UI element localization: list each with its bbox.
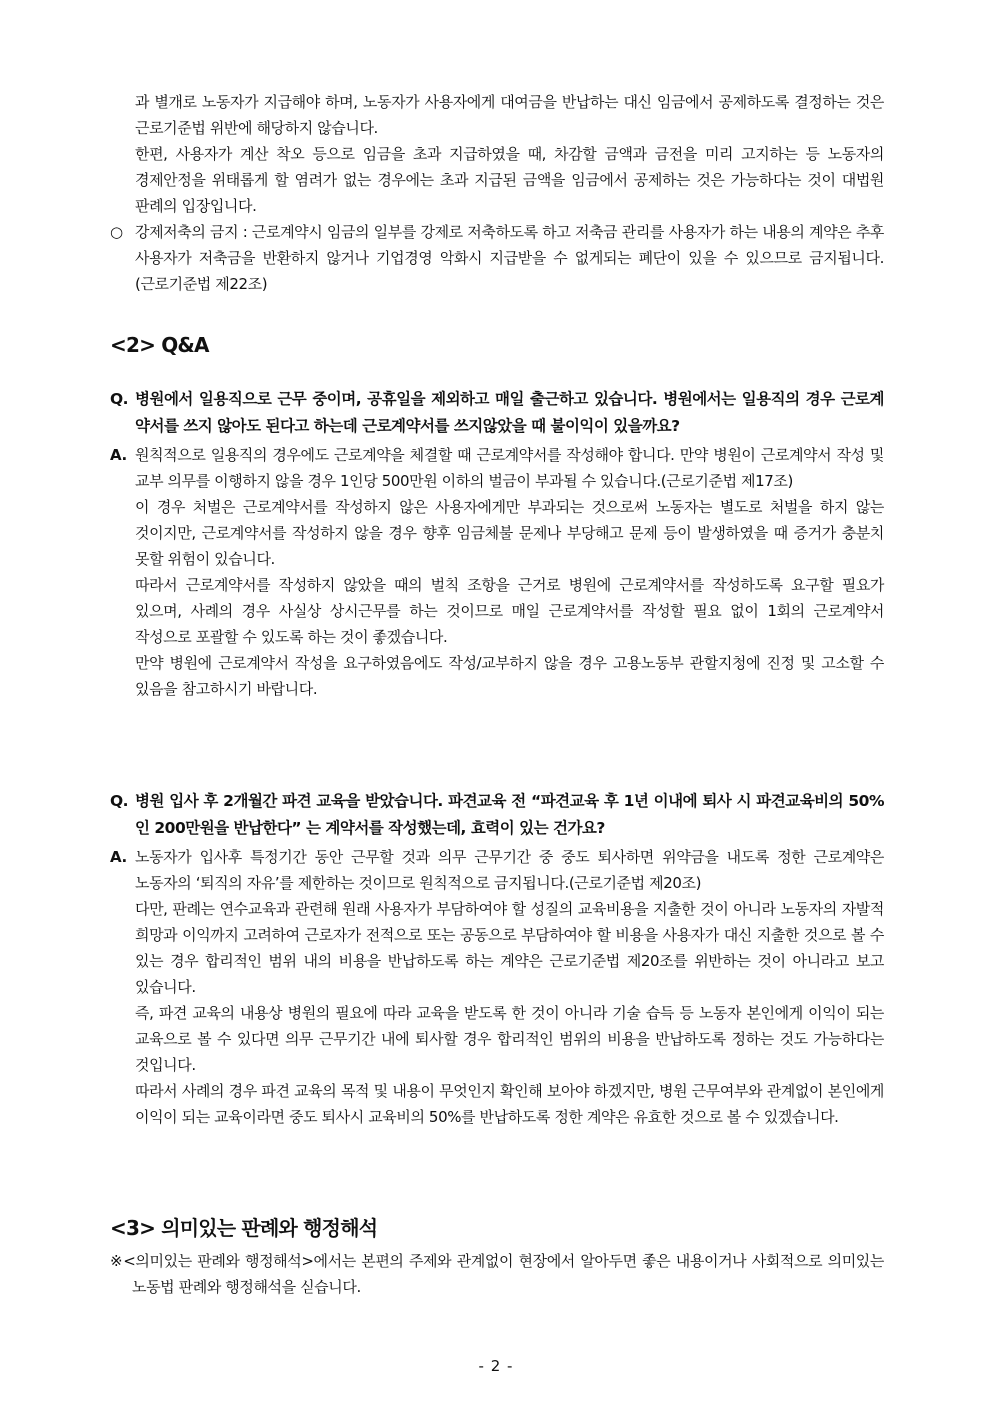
intro-block	[110, 89, 884, 297]
answer-paragraph	[110, 844, 884, 896]
cases-note: ※<의미있는 판례와 행정해석>에서는 본편의 주제와 관계없이 현장에서 알아두면 좋은 내용이거나 사회적으로 의미있는 노동법 판례와 행정해석을 싣습니다.	[110, 1252, 884, 1296]
bullet-text: 강제저축의 금지 : 근로계약시 임금의 일부를 강제로 저축하도록 하고 저축금 관리를 사용자가 하는 내용의 계약은 추후 사용자가 저축금을 반환하지 않거나 기업경영 악화시 지급받을 수 없게되는 폐단이 있을 수 있으므로 금지됩니다.(근로기준법 제22조)	[135, 223, 884, 293]
question-mark: Q.	[110, 792, 129, 810]
page-number: - 2 -	[478, 1357, 514, 1375]
cases-note-block	[110, 1248, 884, 1300]
answer-mark: A.	[110, 848, 127, 866]
answer-paragraph: 따라서 근로계약서를 작성하지 않았을 때의 벌칙 조항을 근거로 병원에 근로계약서를 작성하도록 요구할 필요가 있으며, 사례의 경우 사실상 상시근무를 하는 것이므로 매일 근로계약서를 작성할 필요 없이 1회의 근로계약서 작성으로 포괄할 수 있도록 하는 것이 좋겠습니다.	[135, 576, 884, 646]
section-title: <2> Q&A	[110, 333, 209, 357]
intro-paragraph: 과 별개로 노동자가 지급해야 하며, 노동자가 사용자에게 대여금을 반납하는 대신 임금에서 공제하도록 결정하는 것은 근로기준법 위반에 해당하지 않습니다.	[135, 93, 884, 137]
answer-paragraph: 다만, 판례는 연수교육과 관련해 원래 사용자가 부담하여야 할 성질의 교육비용을 지출한 것이 아니라 노동자의 자발적 희망과 이익까지 고려하여 근로자가 전적으로 또는 공동으로 부담하여야 할 비용을 사용자가 대신 지출한 것으로 볼 수 있는 경우 합리적인 범위 내의 비용을 반납하도록 하는 계약은 근로기준법 제20조를 위반하는 것이 아니라고 보고 있습니다.	[135, 900, 884, 996]
bullet-mark: ○	[110, 223, 123, 241]
answer-paragraph: 만약 병원에 근로계약서 작성을 요구하였음에도 작성/교부하지 않을 경우 고용노동부 관할지청에 진정 및 고소할 수 있음을 참고하시기 바랍니다.	[135, 654, 884, 698]
answer-paragraph: 따라서 사례의 경우 파견 교육의 목적 및 내용이 무엇인지 확인해 보아야 하겠지만, 병원 근무여부와 관계없이 본인에게 이익이 되는 교육이라면 중도 퇴사시 교육비의 50%를 반납하도록 정한 계약은 유효한 것으로 볼 수 있겠습니다.	[135, 1082, 884, 1126]
question-text: 병원에서 일용직으로 근무 중이며, 공휴일을 제외하고 매일 출근하고 있습니다. 병원에서는 일용직의 경우 근로계약서를 쓰지 않아도 된다고 하는데 근로계약서를 쓰지않았을 때 불이익이 있을까요?	[135, 390, 884, 435]
answer-paragraph: 이 경우 처벌은 근로계약서를 작성하지 않은 사용자에게만 부과되는 것으로써 노동자는 별도로 처벌을 하지 않는 것이지만, 근로계약서를 작성하지 않을 경우 향후 임금체불 문제나 부당해고 문제 등이 발생하였을 때 증거가 충분치 못할 위험이 있습니다.	[135, 498, 884, 568]
answer-paragraph: 즉, 파견 교육의 내용상 병원의 필요에 따라 교육을 받도록 한 것이 아니라 기술 습득 등 노동자 본인에게 이익이 되는 교육으로 볼 수 있다면 의무 근무기간 내에 퇴사할 경우 합리적인 범위의 비용을 반납하도록 정하는 것도 가능하다는 것입니다.	[135, 1004, 884, 1074]
answer-mark: A.	[110, 446, 127, 464]
intro-paragraph: 한편, 사용자가 계산 착오 등으로 임금을 초과 지급하였을 때, 차감할 금액과 금전을 미리 고지하는 등 노동자의 경제안정을 위태롭게 할 염려가 없는 경우에는 초과 지급된 금액을 임금에서 공제하는 것은 가능하다는 것이 대법원 판례의 입장입니다.	[135, 145, 884, 215]
question	[110, 386, 884, 440]
question	[110, 788, 884, 842]
qa-item-1	[110, 386, 884, 702]
section-qa	[110, 331, 884, 359]
qa-item-2	[110, 788, 884, 1130]
answer-text: 노동자가 입사후 특정기간 동안 근무할 것과 의무 근무기간 중 중도 퇴사하면 위약금을 내도록 정한 근로계약은 노동자의 ‘퇴직의 자유’를 제한하는 것이므로 원칙적으로 금지됩니다.(근로기준법 제20조)	[135, 848, 884, 892]
section-title: <3> 의미있는 판례와 행정해석	[110, 1216, 378, 1240]
answer-text: 원칙적으로 일용직의 경우에도 근로계약을 체결할 때 근로계약서를 작성해야 합니다. 만약 병원이 근로계약서 작성 및 교부 의무를 이행하지 않을 경우 1인당 500만원 이하의 벌금이 부과될 수 있습니다.(근로기준법 제17조)	[135, 446, 884, 490]
answer-paragraph	[110, 442, 884, 494]
bullet-paragraph	[110, 219, 884, 297]
section-cases	[110, 1214, 884, 1242]
question-mark: Q.	[110, 390, 129, 408]
question-text: 병원 입사 후 2개월간 파견 교육을 받았습니다. 파견교육 전 “파견교육 후 1년 이내에 퇴사 시 파견교육비의 50%인 200만원을 반납한다” 는 계약서를 작성했는데, 효력이 있는 건가요?	[135, 792, 884, 837]
